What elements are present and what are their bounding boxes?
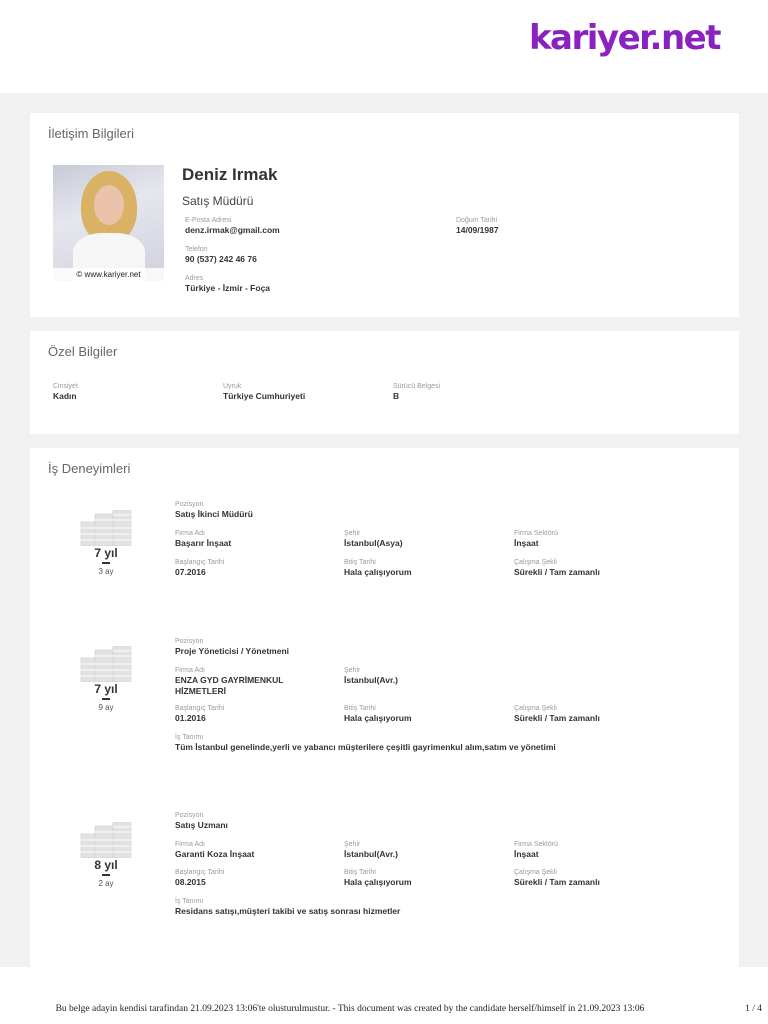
end-value: Hala çalışıyorum	[344, 877, 412, 887]
experience-months: 2 ay	[98, 879, 114, 888]
license-label: Sürücü Belgesi	[393, 383, 441, 390]
start-value: 07.2016	[175, 567, 206, 577]
candidate-title: Satış Müdürü	[182, 194, 254, 208]
company-value: Garanti Koza İnşaat	[175, 849, 255, 859]
work-type-label: Çalışma Şekli	[514, 705, 557, 712]
gender-label: Cinsiyet	[53, 383, 78, 390]
kariyer-logo[interactable]: kariyer.net	[528, 18, 720, 58]
license-value: B	[393, 391, 400, 401]
experience-months: 9 ay	[98, 703, 114, 712]
work-type-value: Sürekli / Tam zamanlı	[514, 877, 600, 887]
birth-value: 14/09/1987	[456, 225, 499, 235]
position-value: Proje Yöneticisi / Yönetmeni	[175, 646, 289, 656]
city-label: Şehir	[344, 841, 361, 848]
description-value: Tüm İstanbul genelinde,yerli ve yabancı müşterilere çeşitli gayrimenkul alım,satım ve yönetimi	[175, 742, 556, 752]
description-label: İş Tanımı	[175, 734, 204, 741]
company-label: Firma Adı	[175, 841, 205, 848]
sector-value: İnşaat	[514, 538, 539, 548]
email-label: E-Posta Adresi	[185, 217, 232, 224]
position-value: Satış İkinci Müdürü	[175, 509, 253, 519]
sector-label: Firma Sektörü	[514, 841, 558, 848]
contact-section-title: İletişim Bilgileri	[48, 126, 134, 141]
gender-value: Kadın	[53, 391, 77, 401]
phone-value[interactable]: 90 (537) 242 46 76	[185, 254, 257, 264]
experience-years: 7 yıl	[94, 682, 118, 696]
building-icon	[77, 510, 135, 546]
start-label: Başlangıç Tarihi	[175, 705, 225, 712]
document-body	[0, 93, 768, 967]
building-icon	[77, 646, 135, 682]
work-type-label: Çalışma Şekli	[514, 559, 557, 566]
position-value: Satış Uzmanı	[175, 820, 228, 830]
start-label: Başlangıç Tarihi	[175, 559, 225, 566]
company-value: ENZA GYD GAYRİMENKUL	[175, 675, 284, 685]
start-value: 08.2015	[175, 877, 206, 887]
work-type-value: Sürekli / Tam zamanlı	[514, 713, 600, 723]
company-value: Başarır İnşaat	[175, 538, 232, 548]
company-value-line2: HİZMETLERİ	[175, 686, 226, 696]
birth-label: Doğum Tarihi	[456, 217, 498, 224]
end-value: Hala çalışıyorum	[344, 567, 412, 577]
end-label: Bitiş Tarihi	[344, 869, 376, 876]
photo-watermark: © www.kariyer.net	[53, 268, 164, 281]
address-value: Türkiye - İzmir - Foça	[185, 283, 271, 293]
personal-info-card	[30, 331, 739, 434]
position-label: Pozisyon	[175, 501, 204, 508]
city-value: İstanbul(Avr.)	[344, 675, 398, 685]
nationality-label: Uyruk	[223, 383, 242, 390]
work-type-value: Sürekli / Tam zamanlı	[514, 567, 600, 577]
start-value: 01.2016	[175, 713, 206, 723]
page-header	[0, 0, 768, 93]
document-footer-note: Bu belge adayin kendisi tarafindan 21.09.2023 13:06'te olusturulmustur. - This document was created by the candidate herself/himself in 21.09.2023 13:06	[55, 1004, 645, 1014]
experience-card	[30, 448, 739, 967]
candidate-photo	[53, 165, 164, 281]
company-label: Firma Adı	[175, 667, 205, 674]
experience-years: 7 yıl	[94, 546, 118, 560]
city-value: İstanbul(Avr.)	[344, 849, 398, 859]
description-value: Residans satışı,müşteri takibi ve satış sonrası hizmetler	[175, 906, 401, 916]
address-label: Adres	[185, 275, 204, 282]
experience-months: 3 ay	[98, 567, 114, 576]
start-label: Başlangıç Tarihi	[175, 869, 225, 876]
work-type-label: Çalışma Şekli	[514, 869, 557, 876]
city-label: Şehir	[344, 530, 361, 537]
phone-label: Telefon	[185, 246, 208, 253]
building-icon	[77, 822, 135, 858]
experience-years: 8 yıl	[94, 858, 118, 872]
sector-value: İnşaat	[514, 849, 539, 859]
experience-section-title: İş Deneyimleri	[48, 461, 131, 476]
nationality-value: Türkiye Cumhuriyeti	[223, 391, 306, 401]
position-label: Pozisyon	[175, 812, 204, 819]
candidate-name: Deniz Irmak	[182, 165, 278, 184]
end-value: Hala çalışıyorum	[344, 713, 412, 723]
end-label: Bitiş Tarihi	[344, 705, 376, 712]
experience-duration	[77, 510, 135, 580]
page-number: 1 / 4	[745, 1004, 762, 1014]
email-value[interactable]: denz.irmak@gmail.com	[185, 225, 280, 235]
experience-duration	[77, 646, 135, 716]
city-value: İstanbul(Asya)	[344, 538, 403, 548]
personal-section-title: Özel Bilgiler	[48, 344, 118, 359]
description-label: İş Tanımı	[175, 898, 204, 905]
sector-label: Firma Sektörü	[514, 530, 558, 537]
company-label: Firma Adı	[175, 530, 205, 537]
contact-info-card	[30, 113, 739, 317]
end-label: Bitiş Tarihi	[344, 559, 376, 566]
city-label: Şehir	[344, 667, 361, 674]
experience-duration	[77, 822, 135, 892]
position-label: Pozisyon	[175, 638, 204, 645]
